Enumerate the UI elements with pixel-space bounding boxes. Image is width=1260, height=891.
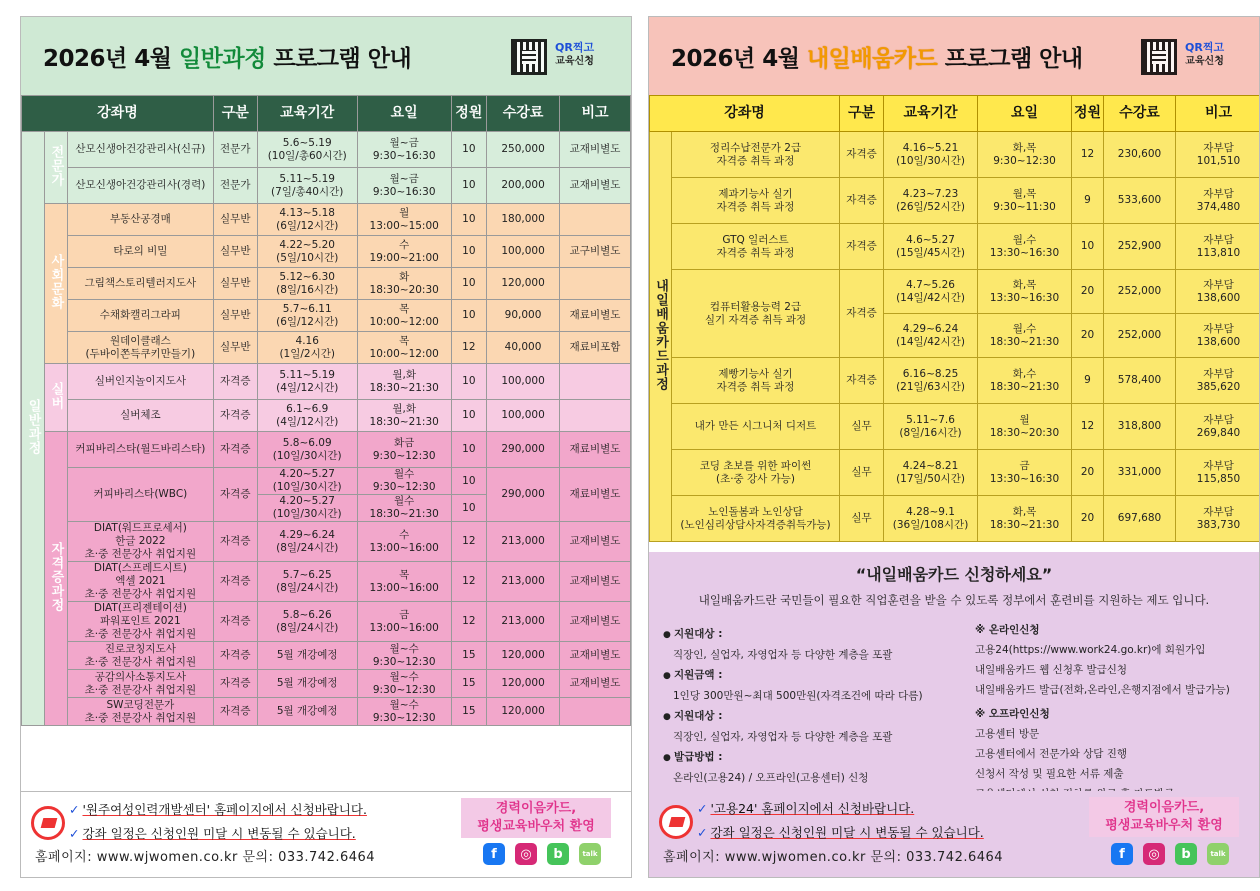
info-text: 온라인(고용24) / 오프라인(고용센터) 신청 [673, 772, 869, 784]
course-capacity: 20 [1072, 314, 1104, 358]
facebook-icon[interactable]: f [483, 843, 505, 865]
course-name: GTQ 일러스트 자격증 취득 과정 [672, 224, 840, 270]
category-general: 일반과정 [22, 132, 45, 726]
col-header-type: 구분 [213, 96, 257, 132]
facebook-icon[interactable]: f [1111, 843, 1133, 865]
info-text: 1인당 300만원~최대 500만원(자격조건에 따라 다름) [673, 690, 923, 702]
table-row [22, 400, 631, 432]
course-fee: 252,900 [1104, 224, 1176, 270]
online-title: ※ 온라인신청 [975, 624, 1040, 636]
course-type: 자격증 [213, 562, 257, 602]
table-row [650, 404, 1260, 450]
col-header-period: 교육기간 [257, 96, 357, 132]
online-step: 내일배움카드 웹 신청후 발급신청 [975, 664, 1128, 676]
table-row [22, 602, 631, 642]
course-type: 자격증 [213, 432, 257, 468]
category-certificate: 자격증과정 [44, 432, 67, 726]
course-fee: 331,000 [1104, 450, 1176, 496]
title-suffix: 프로그램 안내 [265, 45, 412, 72]
voucher-badge: 경력이음카드, 평생교육바우처 환영 [1089, 797, 1239, 837]
course-note: 교재비별도 [560, 602, 631, 642]
course-name: SW코딩전문가 초·중 전문강사 취업지원 [67, 698, 213, 726]
course-note: 교재비별도 [560, 522, 631, 562]
category-expert: 전문가 [44, 132, 67, 204]
course-capacity: 10 [451, 495, 486, 522]
offline-step: 고용센터 방문 [975, 728, 1040, 740]
course-name: 커피바리스타(WBC) [67, 468, 213, 522]
course-name: 정리수납전문가 2급 자격증 취득 과정 [672, 132, 840, 178]
course-fee: 318,800 [1104, 404, 1176, 450]
course-note: 교재비별도 [560, 670, 631, 698]
course-type: 자격증 [840, 178, 884, 224]
right-flyer [648, 16, 1260, 878]
voucher-badge: 경력이음카드, 평생교육바우처 환영 [461, 798, 611, 838]
course-period: 5.11~5.19 (7일/총40시간) [257, 168, 357, 204]
course-note [560, 268, 631, 300]
course-note: 교구비별도 [560, 236, 631, 268]
course-name: DIAT(스프레드시트) 엑셀 2021 초·중 전문강사 취업지원 [67, 562, 213, 602]
course-name: 제빵기능사 실기 자격증 취득 과정 [672, 358, 840, 404]
course-capacity: 20 [1072, 270, 1104, 314]
course-note: 재료비별도 [560, 468, 631, 522]
course-capacity: 9 [1072, 358, 1104, 404]
course-period: 5월 개강예정 [257, 642, 357, 670]
instagram-icon[interactable]: ◎ [1143, 843, 1165, 865]
course-fee: 40,000 [487, 332, 560, 364]
course-period: 4.20~5.27 (10일/30시간) [257, 468, 357, 495]
course-capacity: 10 [451, 132, 486, 168]
course-fee: 120,000 [487, 670, 560, 698]
course-name: 내가 만든 시그니처 디저트 [672, 404, 840, 450]
course-day: 화,목 9:30~12:30 [978, 132, 1072, 178]
course-day: 화,수 18:30~21:30 [978, 358, 1072, 404]
online-step: 내일배움카드 발급(전화,온라인,은행지점에서 발급가능) [975, 684, 1230, 696]
course-fee: 120,000 [487, 268, 560, 300]
course-type: 실무 [840, 404, 884, 450]
course-fee: 213,000 [487, 522, 560, 562]
col-header-type: 구분 [840, 96, 884, 132]
qr-code-icon[interactable] [1141, 39, 1177, 75]
course-capacity: 10 [451, 236, 486, 268]
course-note: 재료비포함 [560, 332, 631, 364]
eligibility-list [663, 624, 963, 788]
footer-apply-note: ✓ '원주여성인력개발센터' 홈페이지에서 신청바랍니다. [69, 802, 367, 817]
table-row [22, 204, 631, 236]
course-note: 자부담 115,850 [1176, 450, 1260, 496]
apply-methods [975, 620, 1255, 804]
course-fee: 100,000 [487, 364, 560, 400]
course-type: 실무반 [213, 332, 257, 364]
course-capacity: 10 [451, 268, 486, 300]
left-course-table [21, 95, 631, 726]
online-step: 고용24(https://www.work24.go.kr)에 회원가입 [975, 644, 1206, 656]
course-fee: 252,000 [1104, 314, 1176, 358]
course-capacity: 10 [451, 300, 486, 332]
course-day: 금 13:30~16:30 [978, 450, 1072, 496]
table-row [22, 562, 631, 602]
megaphone-icon [31, 806, 65, 840]
course-note: 재료비별도 [560, 300, 631, 332]
course-day: 금 13:00~16:00 [357, 602, 451, 642]
course-day: 월수 18:30~21:30 [357, 495, 451, 522]
course-note [560, 364, 631, 400]
course-period: 4.29~6.24 (8일/24시간) [257, 522, 357, 562]
col-header-fee: 수강료 [1104, 96, 1176, 132]
table-row [22, 268, 631, 300]
course-day: 수 13:00~16:00 [357, 522, 451, 562]
table-row [22, 168, 631, 204]
course-capacity: 20 [1072, 450, 1104, 496]
info-text: 직장인, 실업자, 자영업자 등 다양한 계층을 포괄 [673, 649, 893, 661]
course-capacity: 15 [451, 670, 486, 698]
course-type: 자격증 [840, 224, 884, 270]
course-type: 실무반 [213, 236, 257, 268]
check-icon: ✓ [697, 801, 708, 816]
table-row [650, 132, 1260, 178]
course-note: 교재비별도 [560, 168, 631, 204]
course-period: 5.11~7.6 (8일/16시간) [884, 404, 978, 450]
title-suffix: 프로그램 안내 [937, 45, 1083, 72]
table-row [650, 270, 1260, 314]
course-day: 월,수 18:30~21:30 [978, 314, 1072, 358]
course-capacity: 12 [1072, 132, 1104, 178]
col-header-day: 요일 [978, 96, 1072, 132]
course-capacity: 12 [451, 562, 486, 602]
info-label: ● 지원대상 : [663, 706, 963, 727]
info-description: 내일배움카드란 국민들이 필요한 직업훈련을 받을 수 있도록 정부에서 훈련비를 지원하는 제도 입니다. [698, 593, 1210, 607]
blog-icon[interactable]: b [547, 843, 569, 865]
left-header [21, 17, 631, 95]
course-name: 노인돌봄과 노인상담 (노인심리상담사자격증취득가능) [672, 496, 840, 542]
course-name: 진로코칭지도사 초·중 전문강사 취업지원 [67, 642, 213, 670]
course-capacity: 20 [1072, 496, 1104, 542]
footer-contact: 홈페이지: www.wjwomen.co.kr 문의: 033.742.6464 [663, 850, 1004, 865]
course-period: 4.22~5.20 (5일/10시간) [257, 236, 357, 268]
course-day: 화금 9:30~12:30 [357, 432, 451, 468]
course-fee: 120,000 [487, 698, 560, 726]
category-tomorrow-card: 내일배움카드과정 [650, 132, 672, 542]
course-capacity: 10 [451, 400, 486, 432]
qr-caption: QR찍고 교육신청 [555, 41, 595, 67]
table-row [650, 496, 1260, 542]
offline-step: 신청서 작성 및 필요한 서류 제출 [975, 768, 1124, 780]
info-label: ● 지원금액 : [663, 665, 963, 686]
course-name: 산모신생아건강관리사(신규) [67, 132, 213, 168]
course-period: 5.7~6.25 (8일/24시간) [257, 562, 357, 602]
course-fee: 100,000 [487, 236, 560, 268]
col-header-note: 비고 [560, 96, 631, 132]
course-name: 부동산공경매 [67, 204, 213, 236]
course-name: 타로의 비밀 [67, 236, 213, 268]
info-text: 직장인, 실업자, 자영업자 등 다양한 계층을 포괄 [673, 731, 893, 743]
footer-schedule-note: ✓ 강좌 일정은 신청인원 미달 시 변동될 수 있습니다. [69, 826, 356, 841]
course-day: 월~금 9:30~16:30 [357, 168, 451, 204]
course-period: 4.20~5.27 (10일/30시간) [257, 495, 357, 522]
course-period: 6.1~6.9 (4일/12시간) [257, 400, 357, 432]
course-type: 자격증 [840, 270, 884, 358]
course-capacity: 10 [451, 468, 486, 495]
course-fee: 200,000 [487, 168, 560, 204]
course-type: 자격증 [840, 358, 884, 404]
course-name: 커피바리스타(월드바리스타) [67, 432, 213, 468]
course-type: 실무 [840, 496, 884, 542]
course-name: 실버체조 [67, 400, 213, 432]
course-note: 자부담 113,810 [1176, 224, 1260, 270]
course-note: 자부담 385,620 [1176, 358, 1260, 404]
right-header [649, 17, 1259, 95]
course-fee: 578,400 [1104, 358, 1176, 404]
col-header-capacity: 정원 [1072, 96, 1104, 132]
category-silver: 실버 [44, 364, 67, 432]
social-links [1111, 843, 1229, 865]
course-type: 실무반 [213, 268, 257, 300]
col-header-note: 비고 [1176, 96, 1260, 132]
course-capacity: 10 [1072, 224, 1104, 270]
course-type: 자격증 [213, 642, 257, 670]
course-name: 컴퓨터활용능력 2급 실기 자격증 취득 과정 [672, 270, 840, 358]
course-type: 자격증 [213, 400, 257, 432]
course-fee: 533,600 [1104, 178, 1176, 224]
course-fee: 90,000 [487, 300, 560, 332]
course-day: 목 10:00~12:00 [357, 300, 451, 332]
footer-schedule-note: ✓ 강좌 일정은 신청인원 미달 시 변동될 수 있습니다. [697, 825, 984, 840]
course-fee: 213,000 [487, 562, 560, 602]
course-note: 교재비별도 [560, 562, 631, 602]
course-type: 자격증 [213, 670, 257, 698]
course-capacity: 10 [451, 168, 486, 204]
megaphone-icon [659, 805, 693, 839]
course-day: 월~수 9:30~12:30 [357, 670, 451, 698]
table-row [22, 132, 631, 168]
title-highlight: 일반과정 [178, 45, 266, 72]
course-name: 산모신생아건강관리사(경력) [67, 168, 213, 204]
course-period: 4.23~7.23 (26일/52시간) [884, 178, 978, 224]
course-type: 자격증 [213, 602, 257, 642]
left-footer [21, 791, 631, 877]
check-icon: ✓ [697, 825, 708, 840]
course-period: 4.16~5.21 (10일/30시간) [884, 132, 978, 178]
social-links [483, 843, 601, 865]
table-row [22, 468, 631, 495]
course-capacity: 12 [1072, 404, 1104, 450]
table-row [650, 224, 1260, 270]
course-type: 전문가 [213, 132, 257, 168]
course-note: 자부담 138,600 [1176, 314, 1260, 358]
course-note: 교재비별도 [560, 642, 631, 670]
blog-icon[interactable]: b [1175, 843, 1197, 865]
course-day: 월~금 9:30~16:30 [357, 132, 451, 168]
qr-code-icon[interactable] [511, 39, 547, 75]
col-header-course: 강좌명 [650, 96, 840, 132]
course-name: 원데이클래스 (두바이쫀득쿠키만들기) [67, 332, 213, 364]
table-row [22, 364, 631, 400]
col-header-period: 교육기간 [884, 96, 978, 132]
course-period: 5월 개강예정 [257, 698, 357, 726]
course-note: 자부담 374,480 [1176, 178, 1260, 224]
course-day: 화,목 18:30~21:30 [978, 496, 1072, 542]
course-fee: 180,000 [487, 204, 560, 236]
course-day: 화,목 13:30~16:30 [978, 270, 1072, 314]
course-note: 자부담 269,840 [1176, 404, 1260, 450]
course-day: 월,목 9:30~11:30 [978, 178, 1072, 224]
col-header-course: 강좌명 [22, 96, 214, 132]
course-day: 월,수 13:30~16:30 [978, 224, 1072, 270]
right-course-table [649, 95, 1259, 542]
offline-step: 고용센터에서 전문가와 상담 진행 [975, 748, 1128, 760]
category-social-culture: 사회문화 [44, 204, 67, 364]
course-name: 실버인지놀이지도사 [67, 364, 213, 400]
title-highlight: 내일배움카드 [806, 45, 938, 72]
right-title [671, 40, 1083, 73]
course-name: DIAT(프리젠테이션) 파워포인트 2021 초·중 전문강사 취업지원 [67, 602, 213, 642]
course-day: 월,화 18:30~21:30 [357, 364, 451, 400]
table-row [22, 236, 631, 268]
course-capacity: 10 [451, 204, 486, 236]
course-period: 5.7~6.11 (6일/12시간) [257, 300, 357, 332]
footer-contact: 홈페이지: www.wjwomen.co.kr 문의: 033.742.6464 [35, 850, 376, 865]
course-period: 5.8~6.26 (8일/24시간) [257, 602, 357, 642]
course-period: 4.13~5.18 (6일/12시간) [257, 204, 357, 236]
instagram-icon[interactable]: ◎ [515, 843, 537, 865]
course-capacity: 12 [451, 602, 486, 642]
course-capacity: 10 [451, 364, 486, 400]
table-row [22, 522, 631, 562]
info-title: “내일배움카드 신청하세요” [855, 565, 1053, 584]
table-row [650, 178, 1260, 224]
course-fee: 697,680 [1104, 496, 1176, 542]
course-period: 5월 개강예정 [257, 670, 357, 698]
table-row [650, 450, 1260, 496]
course-fee: 290,000 [487, 468, 560, 522]
course-note: 자부담 383,730 [1176, 496, 1260, 542]
course-period: 5.12~6.30 (8일/16시간) [257, 268, 357, 300]
info-label: ● 발급방법 : [663, 747, 963, 768]
course-note: 교재비별도 [560, 132, 631, 168]
card-info-panel [649, 552, 1259, 793]
course-fee: 213,000 [487, 602, 560, 642]
course-day: 수 19:00~21:00 [357, 236, 451, 268]
check-icon: ✓ [69, 826, 80, 841]
course-note: 재료비별도 [560, 432, 631, 468]
course-type: 자격증 [213, 468, 257, 522]
course-note: 자부담 101,510 [1176, 132, 1260, 178]
course-name: 코딩 초보를 위한 파이썬 (초·중 강사 가능) [672, 450, 840, 496]
course-day: 월 18:30~20:30 [978, 404, 1072, 450]
course-name: 공감의사소통지도사 초·중 전문강사 취업지원 [67, 670, 213, 698]
course-period: 4.16 (1일/2시간) [257, 332, 357, 364]
course-period: 5.8~6.09 (10일/30시간) [257, 432, 357, 468]
course-name: 수채화캘리그라피 [67, 300, 213, 332]
kakaotalk-icon[interactable]: talk [1207, 843, 1229, 865]
course-period: 5.11~5.19 (4일/12시간) [257, 364, 357, 400]
course-capacity: 10 [451, 432, 486, 468]
course-fee: 252,000 [1104, 270, 1176, 314]
check-icon: ✓ [69, 802, 80, 817]
table-row [22, 432, 631, 468]
course-period: 4.24~8.21 (17일/50시간) [884, 450, 978, 496]
title-prefix: 2026년 4월 [43, 45, 179, 72]
course-type: 자격증 [213, 522, 257, 562]
course-note [560, 204, 631, 236]
course-fee: 120,000 [487, 642, 560, 670]
course-period: 6.16~8.25 (21일/63시간) [884, 358, 978, 404]
course-note [560, 400, 631, 432]
title-prefix: 2026년 4월 [671, 45, 807, 72]
right-footer [649, 791, 1259, 877]
course-capacity: 12 [451, 332, 486, 364]
left-flyer [20, 16, 632, 878]
kakaotalk-icon[interactable]: talk [579, 843, 601, 865]
table-row [22, 300, 631, 332]
course-capacity: 12 [451, 522, 486, 562]
footer-apply-note: ✓ '고용24' 홈페이지에서 신청바랍니다. [697, 801, 915, 816]
table-row [22, 642, 631, 670]
qr-caption: QR찍고 교육신청 [1185, 41, 1225, 67]
course-type: 자격증 [213, 698, 257, 726]
left-title [43, 40, 411, 73]
course-type: 실무반 [213, 300, 257, 332]
course-name: 제과기능사 실기 자격증 취득 과정 [672, 178, 840, 224]
course-note: 자부담 138,600 [1176, 270, 1260, 314]
info-label: ● 지원대상 : [663, 624, 963, 645]
table-row [22, 698, 631, 726]
table-row [22, 670, 631, 698]
course-day: 화 18:30~20:30 [357, 268, 451, 300]
course-name: DIAT(워드프로세서) 한글 2022 초·중 전문강사 취업지원 [67, 522, 213, 562]
course-day: 목 10:00~12:00 [357, 332, 451, 364]
course-capacity: 15 [451, 698, 486, 726]
course-day: 목 13:00~16:00 [357, 562, 451, 602]
course-period: 4.7~5.26 (14일/42시간) [884, 270, 978, 314]
course-capacity: 9 [1072, 178, 1104, 224]
course-capacity: 15 [451, 642, 486, 670]
col-header-fee: 수강료 [487, 96, 560, 132]
course-day: 월 13:00~15:00 [357, 204, 451, 236]
offline-title: ※ 오프라인신청 [975, 708, 1050, 720]
course-period: 4.6~5.27 (15일/45시간) [884, 224, 978, 270]
course-name: 그림책스토리텔러지도사 [67, 268, 213, 300]
course-day: 월~수 9:30~12:30 [357, 642, 451, 670]
course-type: 실무 [840, 450, 884, 496]
course-fee: 230,600 [1104, 132, 1176, 178]
course-fee: 100,000 [487, 400, 560, 432]
course-day: 월~수 9:30~12:30 [357, 698, 451, 726]
table-row [650, 358, 1260, 404]
course-fee: 250,000 [487, 132, 560, 168]
course-note [560, 698, 631, 726]
course-type: 자격증 [840, 132, 884, 178]
course-fee: 290,000 [487, 432, 560, 468]
col-header-day: 요일 [357, 96, 451, 132]
course-type: 실무반 [213, 204, 257, 236]
course-type: 전문가 [213, 168, 257, 204]
course-period: 4.28~9.1 (36일/108시간) [884, 496, 978, 542]
col-header-capacity: 정원 [451, 96, 486, 132]
course-type: 자격증 [213, 364, 257, 400]
course-day: 월,화 18:30~21:30 [357, 400, 451, 432]
course-period: 4.29~6.24 (14일/42시간) [884, 314, 978, 358]
table-row [22, 332, 631, 364]
course-period: 5.6~5.19 (10일/총60시간) [257, 132, 357, 168]
course-day: 월수 9:30~12:30 [357, 468, 451, 495]
